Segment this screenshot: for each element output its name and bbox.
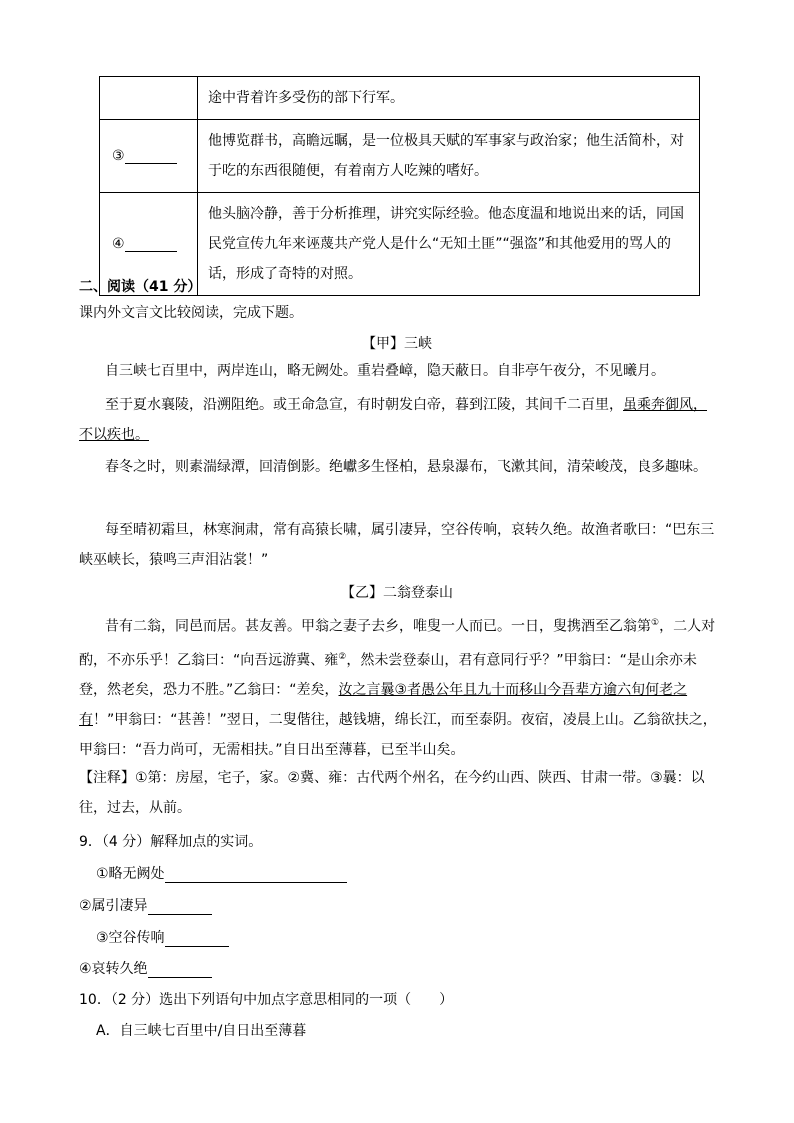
answer-line[interactable] (148, 963, 212, 978)
q9-item-4: ④哀转久绝 (79, 958, 212, 978)
character-table (99, 76, 700, 296)
question-9-stem: 9．（4 分）解释加点的实词。 (79, 834, 263, 850)
passage-yi-title: 【乙】二翁登泰山 (341, 585, 453, 601)
annotation: 【注释】①第：房屋，宅子，家。②冀、雍：古代两个州名，在今约山西、陕西、甘肃一带。③曩：以往，过去，从前。 (79, 770, 705, 816)
q10-option-a: A．自三峡七百里中/自日出至薄暮 (96, 1023, 307, 1039)
answer-line[interactable] (165, 868, 347, 883)
answer-line[interactable] (165, 932, 229, 947)
q9-item-2: ②属引凄异 (79, 895, 212, 915)
table-row (100, 120, 700, 193)
answer-blank-3: ③ (100, 120, 198, 193)
question-10-stem: 10．（2 分）选出下列语句中加点字意思相同的一项（ ） (79, 992, 454, 1008)
answer-blank-4: ④ (100, 193, 198, 296)
answer-line[interactable] (148, 900, 212, 915)
paragraph-2: 至于夏水襄陵，沿溯阻绝。或王命急宣，有时朝发白帝，暮到江陵，其间千二百里，虽乘奔御风，不以疾也。 (79, 397, 707, 443)
table-cell-text: 他博览群书，高瞻远瞩，是一位极具天赋的军事家与政治家；他生活简朴，对于吃的东西很随便，有着南方人吃辣的嗜好。 (198, 120, 700, 193)
table-cell-text: 他头脑冷静，善于分析推理，讲究实际经验。他态度温和地说出来的话，同国民党宣传九年来诬蔑共产党人是什么“无知土匪”“强盗”和其他爱用的骂人的话，形成了奇特的对照。 (198, 193, 700, 296)
table-cell-text: 途中背着许多受伤的部下行军。 (198, 77, 700, 120)
q9-item-1: ①略无阙处 (96, 863, 347, 883)
paragraph-1: 自三峡七百里中，两岸连山，略无阙处。重岩叠嶂，隐天蔽日。自非亭午夜分，不见曦月。 (105, 363, 665, 379)
passage-yi-text: 昔有二翁，同邑而居。甚友善。甲翁之妻子去乡，唯叟一人而已。一日，叟携酒至乙翁第①，二人对酌，不亦乐乎！乙翁曰：“向吾远游冀、雍②，然未尝登泰山，君有意同行乎？”甲翁曰：“是山余亦未登，然老矣，恐力不胜。”乙翁曰：“差矣，汝之言曩③者愚公年且九十而移山今吾辈方逾六旬何老之有！”甲翁曰：“甚善！”翌日，二叟偕往，越钱塘，绵长江，而至泰阴。夜宿，凌晨上山。乙翁欲扶之，甲翁曰：“吾力尚可，无需相扶。”自日出至薄暮，已至半山矣。 (79, 618, 717, 759)
section-intro: 课内外文言文比较阅读，完成下题。 (79, 305, 303, 321)
section-heading: 二、阅读（41 分） (79, 279, 202, 295)
paragraph-3: 春冬之时，则素湍绿潭，回清倒影。绝巘多生怪柏，悬泉瀑布，飞漱其间，清荣峻茂，良多趣味。 (105, 459, 707, 475)
passage-jia-title: 【甲】三峡 (362, 336, 432, 352)
table-row (100, 77, 700, 120)
q9-item-3: ③空谷传响 (96, 927, 229, 947)
paragraph-4: 每至晴初霜旦，林寒涧肃，常有高猿长啸，属引凄异，空谷传响，哀转久绝。故渔者歌曰：“巴东三峡巫峡长，猿鸣三声泪沾裳！” (79, 522, 715, 568)
table-cell-empty (100, 77, 198, 120)
